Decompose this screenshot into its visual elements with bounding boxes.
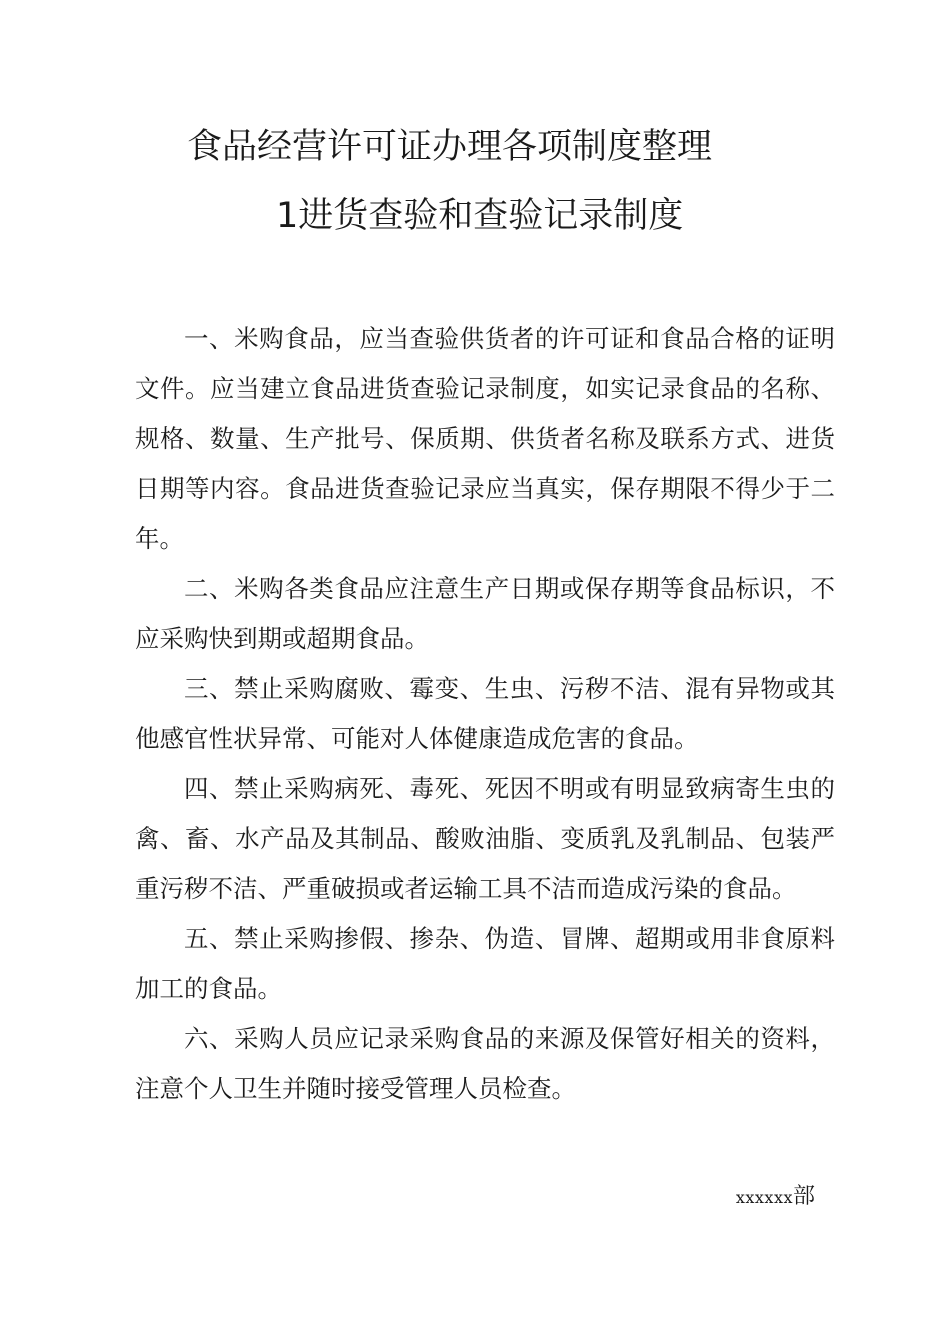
paragraph-3: 三、禁止采购腐败、霉变、生虫、污秽不洁、混有异物或其他感官性状异常、可能对人体健康造成危害的食品。: [135, 674, 835, 753]
document-title: 食品经营许可证办理各项制度整理: [187, 127, 713, 167]
department-signature: [736, 1172, 815, 1223]
paragraph-4: 四、禁止采购病死、毒死、死因不明或有明显致病寄生虫的禽、畜、水产品及其制品、酸败油脂、变质乳及乳制品、包装严重污秽不洁、严重破损或者运输工具不洁而造成污染的食品。: [135, 774, 835, 903]
paragraph-5: 五、禁止采购掺假、掺杂、伪造、冒牌、超期或用非食原料加工的食品。: [135, 924, 835, 1003]
signature-placeholder: xxxxxx: [735, 1188, 793, 1207]
document-subtitle: 1进货查验和查验记录制度: [276, 196, 684, 236]
paragraph-2: 二、米购各类食品应注意生产日期或保存期等食品标识，不应采购快到期或超期食品。: [135, 574, 835, 653]
document-body: [135, 314, 835, 1114]
signature-department-label: 部: [792, 1184, 815, 1209]
paragraph-1: 一、米购食品，应当查验供货者的许可证和食品合格的证明文件。应当建立食品进货查验记录制度，如实记录食品的名称、规格、数量、生产批号、保质期、供货者名称及联系方式、进货日期等内容。食品进货查验记录应当真实，保存期限不得少于二年。: [135, 324, 835, 553]
paragraph-6: 六、采购人员应记录采购食品的来源及保管好相关的资料，注意个人卫生并随时接受管理人员检查。: [135, 1024, 835, 1103]
